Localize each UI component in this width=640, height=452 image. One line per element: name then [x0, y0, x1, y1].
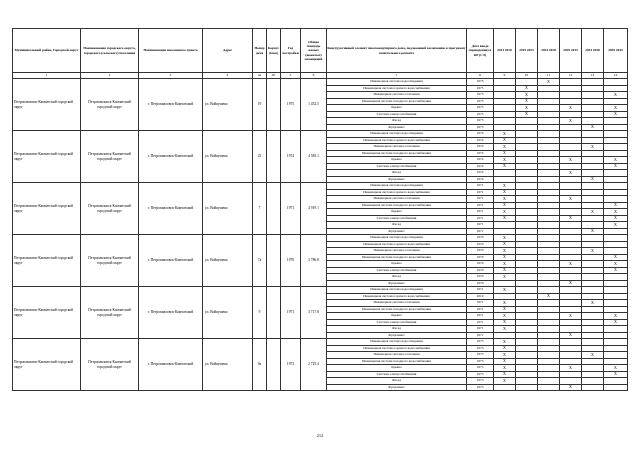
floor-area-cell: 4 919.1: [301, 183, 327, 235]
structural-element-cell: Инженерная система водоотведения: [327, 287, 467, 294]
column-header: 2029 2033: [560, 29, 582, 73]
period-mark-cell: X: [494, 163, 516, 170]
column-number: 4б: [267, 73, 281, 79]
period-mark-cell: X: [604, 92, 628, 99]
commission-date-cell: 1973: [467, 365, 494, 372]
header-row: [13, 29, 628, 73]
period-mark-cell: X: [494, 345, 516, 352]
period-mark-cell: X: [494, 241, 516, 248]
column-header: 2019 2023: [516, 29, 538, 73]
structural-element-cell: Крыша: [327, 365, 467, 372]
structural-element-cell: Фундамент: [327, 176, 467, 183]
period-mark-cell: X: [582, 352, 604, 359]
period-mark-cell: X: [560, 332, 582, 339]
column-header: 2034 2038: [582, 29, 604, 73]
period-mark-cell: X: [560, 118, 582, 125]
commission-date-cell: 1970: [467, 248, 494, 255]
period-mark-cell: X: [604, 313, 628, 320]
structural-element-cell: Крыша: [327, 105, 467, 112]
structural-element-cell: Крыша: [327, 209, 467, 216]
block-cell: [267, 79, 281, 131]
commission-date-cell: 1971: [467, 287, 494, 294]
period-mark-cell: X: [494, 378, 516, 385]
commission-date-cell: 2010: [467, 293, 494, 300]
period-mark-cell: X: [560, 384, 582, 391]
commission-date-cell: 1974: [467, 157, 494, 164]
column-header: Наименование населенного пункта: [139, 29, 203, 73]
block-cell: [267, 287, 281, 339]
structural-element-cell: Фундамент: [327, 384, 467, 391]
commission-date-cell: 1970: [467, 280, 494, 287]
period-mark-cell: X: [604, 365, 628, 372]
commission-date-cell: 1975: [467, 124, 494, 131]
period-mark-cell: X: [538, 79, 560, 86]
period-mark-cell: X: [560, 280, 582, 287]
floor-area-cell: 4 583.1: [301, 131, 327, 183]
structural-element-cell: Крыша: [327, 157, 467, 164]
commission-date-cell: 1970: [467, 261, 494, 268]
street-cell: ул. Войцешека: [203, 131, 253, 183]
commission-date-cell: 1971: [467, 202, 494, 209]
municipality-cell: Петропавловск-Камчатский городской округ: [13, 287, 81, 339]
period-mark-cell: X: [560, 170, 582, 177]
period-mark-cell: X: [494, 157, 516, 164]
column-header: Дата ввода (проведения) в КР (СЭ): [467, 29, 494, 73]
commission-date-cell: 1973: [467, 378, 494, 385]
period-mark-cell: X: [494, 267, 516, 274]
period-mark-cell: [604, 384, 628, 391]
city-district-cell: Петропавловск-Камчатский городской округ: [81, 235, 139, 287]
commission-date-cell: 1970: [467, 254, 494, 261]
commission-date-cell: 1970: [467, 274, 494, 281]
period-mark-cell: X: [604, 267, 628, 274]
structural-element-cell: Крыша: [327, 313, 467, 320]
build-year-cell: 1971: [281, 287, 301, 339]
structural-element-cell: Система электроснабжения: [327, 267, 467, 274]
city-district-cell: Петропавловск-Камчатский городской округ: [81, 339, 139, 391]
column-number: 9: [494, 73, 516, 79]
commission-date-cell: 1974: [467, 170, 494, 177]
house-number-cell: 19: [253, 79, 267, 131]
period-mark-cell: X: [582, 248, 604, 255]
structural-element-cell: Инженерная система отопления: [327, 196, 467, 203]
structural-element-cell: Инженерная система холодного водоснабжения: [327, 358, 467, 365]
column-number: 12: [560, 73, 582, 79]
structural-element-cell: Система электроснабжения: [327, 215, 467, 222]
block-cell: [267, 131, 281, 183]
commission-date-cell: 1971: [467, 319, 494, 326]
period-mark-cell: X: [582, 176, 604, 183]
structural-element-cell: Инженерная система отопления: [327, 92, 467, 99]
period-mark-cell: X: [604, 319, 628, 326]
house-number-cell: 7а: [253, 235, 267, 287]
commission-date-cell: 1971: [467, 306, 494, 313]
period-mark-cell: X: [582, 209, 604, 216]
column-number: 10: [516, 73, 538, 79]
period-mark-cell: X: [494, 352, 516, 359]
commission-date-cell: 1971: [467, 332, 494, 339]
floor-area-cell: 3 786.8: [301, 235, 327, 287]
commission-date-cell: 1974: [467, 144, 494, 151]
structural-element-cell: Инженерная система водоотведения: [327, 183, 467, 190]
structural-element-cell: Фасад: [327, 326, 467, 333]
commission-date-cell: 1975: [467, 79, 494, 86]
locality-cell: г. Петропавловск-Камчатский: [139, 287, 203, 339]
locality-cell: г. Петропавловск-Камчатский: [139, 339, 203, 391]
city-district-cell: Петропавловск-Камчатский городской округ: [81, 131, 139, 183]
period-mark-cell: X: [494, 183, 516, 190]
period-mark-cell: X: [538, 293, 560, 300]
table-body: [13, 79, 628, 391]
commission-date-cell: 1974: [467, 150, 494, 157]
commission-date-cell: 1975: [467, 118, 494, 125]
period-mark-cell: X: [604, 111, 628, 118]
structural-element-cell: Инженерная система отопления: [327, 144, 467, 151]
street-cell: ул. Войцешека: [203, 339, 253, 391]
municipality-cell: Петропавловск-Камчатский городской округ: [13, 183, 81, 235]
structural-element-cell: Фундамент: [327, 124, 467, 131]
block-cell: [267, 339, 281, 391]
period-mark-cell: X: [494, 371, 516, 378]
column-header: 2024 2028: [538, 29, 560, 73]
period-mark-cell: X: [604, 222, 628, 229]
structural-element-cell: Фасад: [327, 378, 467, 385]
period-mark-cell: X: [494, 150, 516, 157]
column-header: 2039 2043: [604, 29, 628, 73]
locality-cell: г. Петропавловск-Камчатский: [139, 235, 203, 287]
structural-element-cell: Инженерная система горячего водоснабжения: [327, 345, 467, 352]
structural-element-cell: Фундамент: [327, 332, 467, 339]
period-mark-cell: X: [494, 235, 516, 242]
commission-date-cell: 1975: [467, 85, 494, 92]
column-number: 13: [582, 73, 604, 79]
period-mark-cell: [516, 384, 538, 391]
commission-date-cell: 1971: [467, 228, 494, 235]
period-mark-cell: X: [582, 228, 604, 235]
structural-element-cell: Инженерная система водоотведения: [327, 79, 467, 86]
capital-repair-table: [12, 28, 628, 391]
period-mark-cell: X: [604, 202, 628, 209]
structural-element-cell: Инженерная система холодного водоснабжения: [327, 150, 467, 157]
structural-element-cell: Инженерная система водоотведения: [327, 235, 467, 242]
period-mark-cell: [582, 384, 604, 391]
period-mark-cell: X: [560, 215, 582, 222]
period-mark-cell: X: [604, 157, 628, 164]
commission-date-cell: 1971: [467, 222, 494, 229]
house-number-cell: 23: [253, 131, 267, 183]
structural-element-cell: Инженерная система горячего водоснабжения: [327, 241, 467, 248]
structural-element-cell: Фасад: [327, 274, 467, 281]
column-number: 11: [538, 73, 560, 79]
column-number: 5: [281, 73, 301, 79]
period-mark-cell: X: [494, 300, 516, 307]
period-mark-cell: X: [560, 365, 582, 372]
period-mark-cell: X: [494, 287, 516, 294]
period-mark-cell: X: [582, 124, 604, 131]
commission-date-cell: 1973: [467, 352, 494, 359]
structural-element-cell: Фундамент: [327, 228, 467, 235]
period-mark-cell: X: [494, 358, 516, 365]
commission-date-cell: 1971: [467, 209, 494, 216]
street-cell: ул. Войцешека: [203, 235, 253, 287]
column-number: 3: [139, 73, 203, 79]
commission-date-cell: 1975: [467, 111, 494, 118]
period-mark-cell: X: [560, 105, 582, 112]
block-cell: [267, 235, 281, 287]
period-mark-cell: X: [604, 371, 628, 378]
city-district-cell: Петропавловск-Камчатский городской округ: [81, 183, 139, 235]
column-header: Муниципальный район, Городской округ: [13, 29, 81, 73]
commission-date-cell: 1970: [467, 267, 494, 274]
commission-date-cell: 1975: [467, 105, 494, 112]
period-mark-cell: X: [516, 92, 538, 99]
period-mark-cell: X: [494, 215, 516, 222]
structural-element-cell: Инженерная система отопления: [327, 248, 467, 255]
build-year-cell: 1971: [281, 183, 301, 235]
commission-date-cell: 1970: [467, 235, 494, 242]
commission-date-cell: 1971: [467, 196, 494, 203]
column-number: 14: [604, 73, 628, 79]
structural-element-cell: Инженерная система отопления: [327, 352, 467, 359]
commission-date-cell: 1973: [467, 384, 494, 391]
column-number: 8: [467, 73, 494, 79]
column-header: Конструктивный элемент многоквартирного дома, подлежащий включению в программу капитального ремонта: [327, 29, 467, 73]
municipality-cell: Петропавловск-Камчатский городской округ: [13, 339, 81, 391]
period-mark-cell: X: [604, 261, 628, 268]
build-year-cell: 1974: [281, 131, 301, 183]
structural-element-cell: Фасад: [327, 118, 467, 125]
period-mark-cell: X: [494, 196, 516, 203]
structural-element-cell: Система электроснабжения: [327, 163, 467, 170]
structural-element-cell: Фундамент: [327, 280, 467, 287]
period-mark-cell: X: [516, 85, 538, 92]
period-mark-cell: X: [604, 163, 628, 170]
period-mark-cell: X: [604, 215, 628, 222]
period-mark-cell: X: [494, 254, 516, 261]
column-header: 2014 2018: [494, 29, 516, 73]
column-number: 2: [81, 73, 139, 79]
column-header: Общая площадь жилых (нежилых) помещений: [301, 29, 327, 73]
municipality-cell: Петропавловск-Камчатский городской округ: [13, 131, 81, 183]
period-mark-cell: X: [494, 339, 516, 346]
house-number-cell: 9: [253, 287, 267, 339]
street-cell: ул. Войцешека: [203, 79, 253, 131]
column-header: Наименование городского округа, городского (сельского) поселения: [81, 29, 139, 73]
commission-date-cell: 1974: [467, 176, 494, 183]
period-mark-cell: X: [516, 98, 538, 105]
period-mark-cell: X: [582, 300, 604, 307]
structural-element-cell: Инженерная система водоотведения: [327, 131, 467, 138]
period-mark-cell: X: [494, 144, 516, 151]
period-mark-cell: X: [604, 209, 628, 216]
locality-cell: г. Петропавловск-Камчатский: [139, 131, 203, 183]
period-mark-cell: X: [494, 306, 516, 313]
period-mark-cell: X: [560, 196, 582, 203]
structural-element-cell: Инженерная система горячего водоснабжения: [327, 293, 467, 300]
period-mark-cell: X: [494, 209, 516, 216]
period-mark-cell: [538, 384, 560, 391]
floor-area-cell: 2 725.4: [301, 339, 327, 391]
floor-area-cell: 1 452.5: [301, 79, 327, 131]
column-header: Номер дома: [253, 29, 267, 73]
structural-element-cell: Инженерная система горячего водоснабжения: [327, 85, 467, 92]
column-header: Корпус (блок): [267, 29, 281, 73]
structural-element-cell: Инженерная система горячего водоснабжения: [327, 137, 467, 144]
structural-element-cell: Система электроснабжения: [327, 319, 467, 326]
street-cell: ул. Войцешека: [203, 287, 253, 339]
structural-element-cell: Крыша: [327, 261, 467, 268]
column-number: 4: [203, 73, 253, 79]
locality-cell: г. Петропавловск-Камчатский: [139, 183, 203, 235]
period-mark-cell: [494, 384, 516, 391]
period-mark-cell: X: [516, 105, 538, 112]
period-mark-cell: X: [494, 131, 516, 138]
period-mark-cell: X: [560, 313, 582, 320]
commission-date-cell: 1973: [467, 371, 494, 378]
period-mark-cell: X: [494, 248, 516, 255]
commission-date-cell: 1974: [467, 163, 494, 170]
municipality-cell: Петропавловск-Камчатский городской округ: [13, 79, 81, 131]
period-mark-cell: X: [604, 254, 628, 261]
period-mark-cell: X: [494, 137, 516, 144]
locality-cell: г. Петропавловск-Камчатский: [139, 79, 203, 131]
period-mark-cell: X: [494, 326, 516, 333]
commission-date-cell: 1971: [467, 313, 494, 320]
commission-date-cell: 1971: [467, 300, 494, 307]
block-cell: [267, 183, 281, 235]
structural-element-cell: Инженерная система водоотведения: [327, 339, 467, 346]
build-year-cell: 1973: [281, 339, 301, 391]
period-mark-cell: X: [494, 202, 516, 209]
house-number-cell: 7: [253, 183, 267, 235]
page-number: 212: [316, 433, 324, 438]
column-header: Год постройки: [281, 29, 301, 73]
column-number: 6: [301, 73, 327, 79]
structural-element-cell: Инженерная система отопления: [327, 300, 467, 307]
structural-element-cell: Инженерная система холодного водоснабжения: [327, 98, 467, 105]
period-mark-cell: X: [494, 189, 516, 196]
commission-date-cell: 1974: [467, 131, 494, 138]
structural-element-cell: Система электроснабжения: [327, 111, 467, 118]
column-header: Адрес: [203, 29, 253, 73]
commission-date-cell: 1973: [467, 358, 494, 365]
floor-area-cell: 3 717.8: [301, 287, 327, 339]
structural-element-cell: Система электроснабжения: [327, 371, 467, 378]
commission-date-cell: 1975: [467, 92, 494, 99]
period-mark-cell: X: [604, 105, 628, 112]
period-mark-cell: X: [560, 157, 582, 164]
column-number: 1: [13, 73, 81, 79]
table-header: [13, 29, 628, 79]
column-number: 4а: [253, 73, 267, 79]
structural-element-cell: Фасад: [327, 170, 467, 177]
structural-element-cell: Фасад: [327, 222, 467, 229]
commission-date-cell: 1973: [467, 339, 494, 346]
period-mark-cell: X: [494, 274, 516, 281]
city-district-cell: Петропавловск-Камчатский городской округ: [81, 79, 139, 131]
commission-date-cell: 1975: [467, 98, 494, 105]
commission-date-cell: 1971: [467, 326, 494, 333]
commission-date-cell: 1974: [467, 137, 494, 144]
structural-element-cell: Инженерная система горячего водоснабжения: [327, 189, 467, 196]
structural-element-cell: Инженерная система холодного водоснабжения: [327, 202, 467, 209]
period-mark-cell: X: [560, 261, 582, 268]
column-number: 7: [327, 73, 467, 79]
municipality-cell: Петропавловск-Камчатский городской округ: [13, 235, 81, 287]
period-mark-cell: X: [494, 261, 516, 268]
period-mark-cell: X: [494, 365, 516, 372]
build-year-cell: 1975: [281, 79, 301, 131]
structural-element-cell: Инженерная система холодного водоснабжения: [327, 254, 467, 261]
street-cell: ул. Войцешека: [203, 183, 253, 235]
structural-element-cell: Инженерная система холодного водоснабжения: [327, 306, 467, 313]
period-mark-cell: X: [494, 319, 516, 326]
period-mark-cell: X: [494, 313, 516, 320]
commission-date-cell: 1971: [467, 215, 494, 222]
build-year-cell: 1970: [281, 235, 301, 287]
house-number-cell: 9а: [253, 339, 267, 391]
commission-date-cell: 1971: [467, 183, 494, 190]
commission-date-cell: 1971: [467, 189, 494, 196]
period-mark-cell: X: [516, 111, 538, 118]
commission-date-cell: 1970: [467, 241, 494, 248]
city-district-cell: Петропавловск-Камчатский городской округ: [81, 287, 139, 339]
period-mark-cell: X: [582, 144, 604, 151]
commission-date-cell: 1973: [467, 345, 494, 352]
